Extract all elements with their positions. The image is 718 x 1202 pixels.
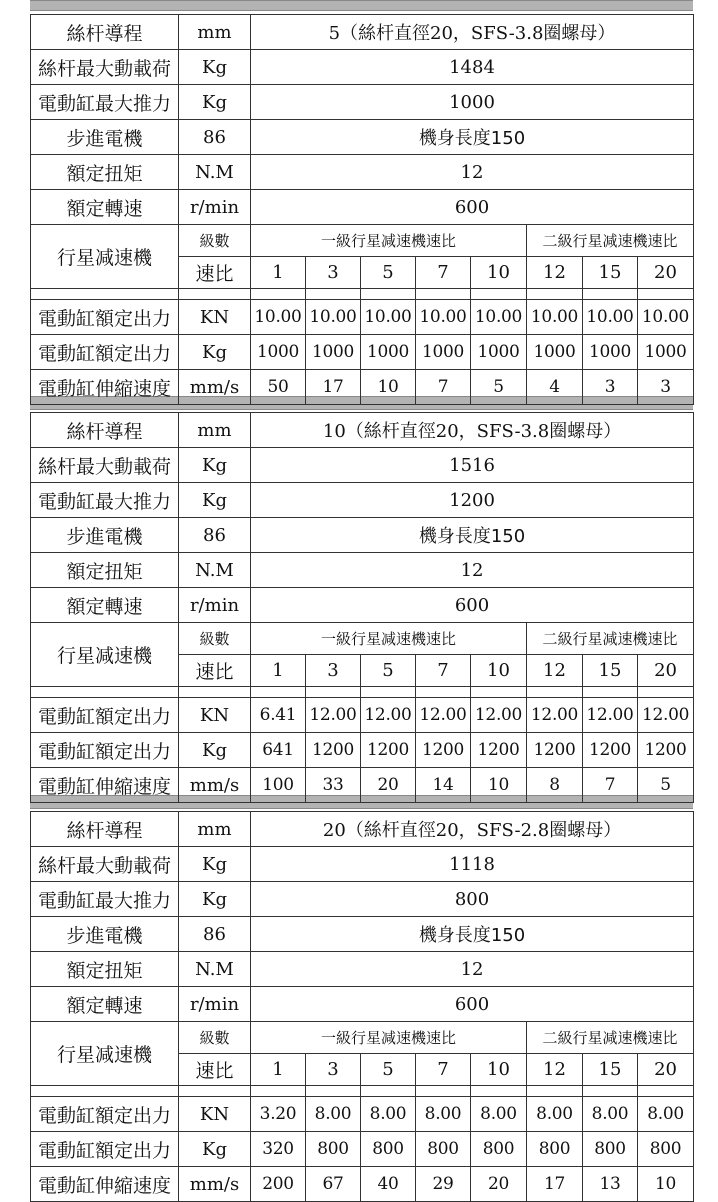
row-value: 800 bbox=[251, 882, 694, 917]
output-row bbox=[31, 698, 694, 733]
output-cell: 800 bbox=[527, 1132, 583, 1167]
output-cell: 14 bbox=[416, 768, 471, 803]
output-cell: 12.00 bbox=[471, 698, 527, 733]
spec-row bbox=[31, 588, 694, 623]
row-unit: mm bbox=[179, 812, 251, 847]
output-row bbox=[31, 335, 694, 370]
output-cell: 33 bbox=[306, 768, 361, 803]
output-cell: 13 bbox=[583, 1167, 638, 1202]
output-cell: 5 bbox=[638, 768, 694, 803]
output-cell: 800 bbox=[416, 1132, 471, 1167]
spec-table-lead-20 bbox=[30, 811, 694, 1202]
ratio-cell: 5 bbox=[361, 1054, 416, 1086]
output-cell: 8.00 bbox=[361, 1097, 416, 1132]
output-cell: 100 bbox=[251, 768, 306, 803]
row-unit: 86 bbox=[179, 518, 251, 553]
row-unit: mm/s bbox=[179, 370, 251, 405]
row-unit: Kg bbox=[179, 335, 251, 370]
output-cell: 4 bbox=[527, 370, 583, 405]
reducer-label: 行星减速機 bbox=[31, 1022, 179, 1086]
row-label: 電動缸額定出力 bbox=[31, 1132, 179, 1167]
output-cell: 20 bbox=[361, 768, 416, 803]
spec-row bbox=[31, 952, 694, 987]
output-cell: 8.00 bbox=[583, 1097, 638, 1132]
row-unit: 86 bbox=[179, 120, 251, 155]
row-label: 絲杆最大動載荷 bbox=[31, 847, 179, 882]
row-value: 1200 bbox=[251, 483, 694, 518]
output-cell: 1200 bbox=[638, 733, 694, 768]
output-cell: 17 bbox=[527, 1167, 583, 1202]
output-row bbox=[31, 1167, 694, 1202]
output-cell: 10.00 bbox=[527, 300, 583, 335]
output-cell: 1000 bbox=[471, 335, 527, 370]
output-cell: 8.00 bbox=[638, 1097, 694, 1132]
output-cell: 12.00 bbox=[361, 698, 416, 733]
row-unit: N.M bbox=[179, 952, 251, 987]
output-cell: 800 bbox=[471, 1132, 527, 1167]
ratio-cell: 7 bbox=[416, 257, 471, 289]
ratio-cell: 20 bbox=[638, 257, 694, 289]
row-value: 12 bbox=[251, 952, 694, 987]
stage2-header: 二級行星减速機速比 bbox=[527, 225, 694, 257]
ratio-cell: 10 bbox=[471, 1054, 527, 1086]
row-value: 機身長度150 bbox=[251, 518, 694, 553]
row-value: 1516 bbox=[251, 448, 694, 483]
output-cell: 200 bbox=[251, 1167, 306, 1202]
output-cell: 800 bbox=[583, 1132, 638, 1167]
row-unit: KN bbox=[179, 698, 251, 733]
output-cell: 12.00 bbox=[306, 698, 361, 733]
ratio-cell: 3 bbox=[306, 655, 361, 687]
output-cell: 10 bbox=[638, 1167, 694, 1202]
stage2-header: 二級行星减速機速比 bbox=[527, 1022, 694, 1054]
output-row bbox=[31, 1132, 694, 1167]
ratio-cell: 10 bbox=[471, 655, 527, 687]
row-unit: mm bbox=[179, 15, 251, 50]
row-unit: KN bbox=[179, 1097, 251, 1132]
level-label: 級數 bbox=[179, 1022, 251, 1054]
output-cell: 1200 bbox=[583, 733, 638, 768]
stage1-header: 一級行星减速機速比 bbox=[251, 623, 527, 655]
lead-row bbox=[31, 812, 694, 847]
reducer-stage-row bbox=[31, 225, 694, 257]
output-cell: 10 bbox=[471, 768, 527, 803]
lead-row bbox=[31, 15, 694, 50]
row-value: 12 bbox=[251, 553, 694, 588]
output-cell: 1200 bbox=[416, 733, 471, 768]
row-label: 電動缸額定出力 bbox=[31, 300, 179, 335]
reducer-stage-row bbox=[31, 1022, 694, 1054]
output-cell: 1000 bbox=[638, 335, 694, 370]
row-unit: Kg bbox=[179, 847, 251, 882]
output-cell: 1200 bbox=[471, 733, 527, 768]
output-cell: 1200 bbox=[527, 733, 583, 768]
output-cell: 10.00 bbox=[471, 300, 527, 335]
output-cell: 20 bbox=[471, 1167, 527, 1202]
ratio-cell: 7 bbox=[416, 655, 471, 687]
output-cell: 1000 bbox=[583, 335, 638, 370]
row-label: 電動缸最大推力 bbox=[31, 882, 179, 917]
row-value: 600 bbox=[251, 190, 694, 225]
row-unit: r/min bbox=[179, 190, 251, 225]
spec-row bbox=[31, 50, 694, 85]
output-cell: 5 bbox=[471, 370, 527, 405]
output-cell: 1200 bbox=[306, 733, 361, 768]
output-cell: 40 bbox=[361, 1167, 416, 1202]
stage1-header: 一級行星减速機速比 bbox=[251, 1022, 527, 1054]
output-cell: 10.00 bbox=[416, 300, 471, 335]
ratio-label: 速比 bbox=[179, 655, 251, 687]
ratio-cell: 7 bbox=[416, 1054, 471, 1086]
row-value: 機身長度150 bbox=[251, 917, 694, 952]
lead-row bbox=[31, 413, 694, 448]
row-unit: Kg bbox=[179, 1132, 251, 1167]
gap-row bbox=[31, 687, 694, 698]
output-cell: 12.00 bbox=[416, 698, 471, 733]
row-label: 電動缸額定出力 bbox=[31, 698, 179, 733]
output-cell: 1000 bbox=[416, 335, 471, 370]
row-unit: r/min bbox=[179, 588, 251, 623]
output-cell: 7 bbox=[416, 370, 471, 405]
output-cell: 3 bbox=[638, 370, 694, 405]
ratio-cell: 12 bbox=[527, 655, 583, 687]
ratio-cell: 1 bbox=[251, 1054, 306, 1086]
row-label: 額定扭矩 bbox=[31, 553, 179, 588]
row-value: 20（絲杆直徑20，SFS-2.8圈螺母） bbox=[251, 812, 694, 847]
spec-row bbox=[31, 847, 694, 882]
row-label: 電動缸額定出力 bbox=[31, 335, 179, 370]
ratio-label: 速比 bbox=[179, 1054, 251, 1086]
reducer-stage-row bbox=[31, 623, 694, 655]
ratio-cell: 12 bbox=[527, 1054, 583, 1086]
level-label: 級數 bbox=[179, 623, 251, 655]
output-cell: 50 bbox=[251, 370, 306, 405]
row-unit: mm bbox=[179, 413, 251, 448]
output-cell: 17 bbox=[306, 370, 361, 405]
ratio-cell: 15 bbox=[583, 655, 638, 687]
output-cell: 1000 bbox=[527, 335, 583, 370]
gap-row bbox=[31, 289, 694, 300]
output-cell: 10.00 bbox=[361, 300, 416, 335]
row-value: 12 bbox=[251, 155, 694, 190]
output-row bbox=[31, 370, 694, 405]
output-cell: 1000 bbox=[306, 335, 361, 370]
row-label: 額定轉速 bbox=[31, 588, 179, 623]
spec-row bbox=[31, 987, 694, 1022]
output-cell: 10.00 bbox=[251, 300, 306, 335]
output-cell: 1000 bbox=[251, 335, 306, 370]
row-unit: mm/s bbox=[179, 768, 251, 803]
output-cell: 10.00 bbox=[306, 300, 361, 335]
row-value: 10（絲杆直徑20，SFS-3.8圈螺母） bbox=[251, 413, 694, 448]
row-label: 電動缸伸縮速度 bbox=[31, 370, 179, 405]
spec-row bbox=[31, 483, 694, 518]
gap-row bbox=[31, 1086, 694, 1097]
output-cell: 1200 bbox=[361, 733, 416, 768]
row-label: 電動缸伸縮速度 bbox=[31, 1167, 179, 1202]
row-unit: mm/s bbox=[179, 1167, 251, 1202]
output-cell: 10.00 bbox=[638, 300, 694, 335]
output-cell: 800 bbox=[306, 1132, 361, 1167]
row-unit: r/min bbox=[179, 987, 251, 1022]
ratio-cell: 10 bbox=[471, 257, 527, 289]
output-cell: 29 bbox=[416, 1167, 471, 1202]
row-value: 1000 bbox=[251, 85, 694, 120]
output-cell: 800 bbox=[638, 1132, 694, 1167]
output-cell: 8.00 bbox=[527, 1097, 583, 1132]
spec-table-lead-5 bbox=[30, 14, 694, 405]
ratio-cell: 20 bbox=[638, 1054, 694, 1086]
row-label: 絲杆導程 bbox=[31, 413, 179, 448]
spec-row bbox=[31, 155, 694, 190]
ratio-cell: 15 bbox=[583, 1054, 638, 1086]
row-label: 步進電機 bbox=[31, 518, 179, 553]
row-label: 電動缸最大推力 bbox=[31, 85, 179, 120]
spec-table-lead-10 bbox=[30, 412, 694, 803]
row-label: 絲杆導程 bbox=[31, 812, 179, 847]
row-label: 絲杆導程 bbox=[31, 15, 179, 50]
ratio-cell: 3 bbox=[306, 257, 361, 289]
reducer-label: 行星减速機 bbox=[31, 623, 179, 687]
ratio-cell: 5 bbox=[361, 655, 416, 687]
row-label: 步進電機 bbox=[31, 120, 179, 155]
ratio-cell: 3 bbox=[306, 1054, 361, 1086]
row-unit: N.M bbox=[179, 155, 251, 190]
row-value: 600 bbox=[251, 588, 694, 623]
row-value: 1118 bbox=[251, 847, 694, 882]
output-row bbox=[31, 733, 694, 768]
row-value: 1484 bbox=[251, 50, 694, 85]
output-row bbox=[31, 1097, 694, 1132]
ratio-cell: 1 bbox=[251, 655, 306, 687]
ratio-cell: 12 bbox=[527, 257, 583, 289]
row-label: 絲杆最大動載荷 bbox=[31, 448, 179, 483]
spec-row bbox=[31, 448, 694, 483]
spec-row bbox=[31, 917, 694, 952]
ratio-cell: 20 bbox=[638, 655, 694, 687]
output-cell: 8.00 bbox=[416, 1097, 471, 1132]
row-label: 步進電機 bbox=[31, 917, 179, 952]
level-label: 級數 bbox=[179, 225, 251, 257]
ratio-cell: 15 bbox=[583, 257, 638, 289]
stage1-header: 一級行星减速機速比 bbox=[251, 225, 527, 257]
row-label: 電動缸額定出力 bbox=[31, 1097, 179, 1132]
output-cell: 3.20 bbox=[251, 1097, 306, 1132]
output-cell: 8.00 bbox=[471, 1097, 527, 1132]
output-cell: 641 bbox=[251, 733, 306, 768]
spec-row bbox=[31, 190, 694, 225]
output-cell: 800 bbox=[361, 1132, 416, 1167]
output-cell: 10 bbox=[361, 370, 416, 405]
row-label: 額定扭矩 bbox=[31, 155, 179, 190]
row-label: 額定轉速 bbox=[31, 987, 179, 1022]
output-cell: 10.00 bbox=[583, 300, 638, 335]
row-label: 額定扭矩 bbox=[31, 952, 179, 987]
output-cell: 1000 bbox=[361, 335, 416, 370]
spec-row bbox=[31, 553, 694, 588]
row-unit: Kg bbox=[179, 448, 251, 483]
output-cell: 67 bbox=[306, 1167, 361, 1202]
row-label: 電動缸伸縮速度 bbox=[31, 768, 179, 803]
row-value: 機身長度150 bbox=[251, 120, 694, 155]
ratio-cell: 5 bbox=[361, 257, 416, 289]
spec-row bbox=[31, 882, 694, 917]
row-unit: KN bbox=[179, 300, 251, 335]
row-value: 600 bbox=[251, 987, 694, 1022]
output-cell: 3 bbox=[583, 370, 638, 405]
ratio-cell: 1 bbox=[251, 257, 306, 289]
spec-row bbox=[31, 120, 694, 155]
output-cell: 320 bbox=[251, 1132, 306, 1167]
output-row bbox=[31, 300, 694, 335]
row-label: 絲杆最大動載荷 bbox=[31, 50, 179, 85]
output-cell: 12.00 bbox=[527, 698, 583, 733]
row-unit: N.M bbox=[179, 553, 251, 588]
output-cell: 12.00 bbox=[583, 698, 638, 733]
row-unit: Kg bbox=[179, 483, 251, 518]
spec-row bbox=[31, 85, 694, 120]
output-cell: 12.00 bbox=[638, 698, 694, 733]
row-label: 電動缸最大推力 bbox=[31, 483, 179, 518]
row-unit: Kg bbox=[179, 882, 251, 917]
spec-row bbox=[31, 518, 694, 553]
stage2-header: 二級行星减速機速比 bbox=[527, 623, 694, 655]
row-value: 5（絲杆直徑20，SFS-3.8圈螺母） bbox=[251, 15, 694, 50]
row-unit: Kg bbox=[179, 50, 251, 85]
row-label: 電動缸額定出力 bbox=[31, 733, 179, 768]
section-separator bbox=[30, 0, 693, 11]
output-cell: 7 bbox=[583, 768, 638, 803]
reducer-label: 行星减速機 bbox=[31, 225, 179, 289]
row-unit: Kg bbox=[179, 733, 251, 768]
row-unit: Kg bbox=[179, 85, 251, 120]
output-cell: 8 bbox=[527, 768, 583, 803]
row-label: 額定轉速 bbox=[31, 190, 179, 225]
output-cell: 8.00 bbox=[306, 1097, 361, 1132]
ratio-label: 速比 bbox=[179, 257, 251, 289]
output-row bbox=[31, 768, 694, 803]
output-cell: 6.41 bbox=[251, 698, 306, 733]
row-unit: 86 bbox=[179, 917, 251, 952]
